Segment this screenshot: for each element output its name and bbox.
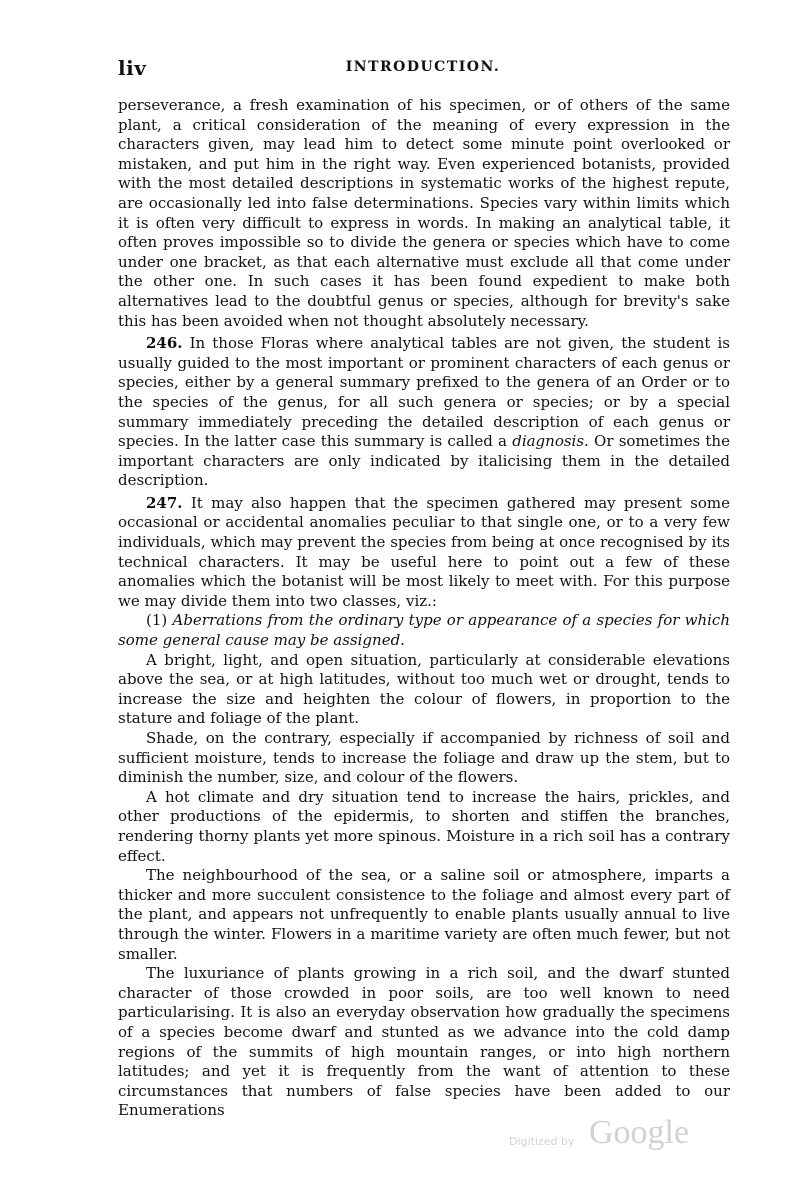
paragraph-246 xyxy=(118,334,730,491)
paragraph-text: The neighbourhood of the sea, or a saline soil or atmosphere, imparts a thicker and more succulent consistence to the foliage and almost every part of the plant, and appears not unfrequently to enable plants usually annual to live through the winter. Flowers in a maritime variety are often much fewer, but not smaller. xyxy=(118,866,730,963)
paragraph xyxy=(118,651,730,729)
paragraph-number: 246. xyxy=(146,334,183,353)
page-number: liv xyxy=(118,56,147,80)
paragraph-text: Or sometimes the important characters are only indicated by italicising them in the detailed description. xyxy=(118,432,730,490)
paragraph-text: A bright, light, and open situation, particularly at considerable elevations above the sea, or at high latitudes, without too much wet or drought, tends to increase the size and heighten the colour of flowers, in proportion to the stature and foliage of the plant. xyxy=(118,650,730,728)
paragraph xyxy=(118,866,730,964)
italic-term: diagnosis. xyxy=(512,432,589,451)
paragraph xyxy=(118,788,730,866)
body-text xyxy=(118,96,730,1121)
paragraph-text: The luxuriance of plants growing in a rich soil, and the dwarf stunted character of those crowded in poor soils, are too well known to need particularising. It is also an everyday observation how gradually the specimens of a species become dwarf and stunted as we advance into the cold damp regions of the summits of high mountain ranges, or into high northern latitudes; and yet it is frequently from the want of attention to these circumstances that numbers of false species have been added to our Enumerations xyxy=(118,964,730,1120)
digitized-watermark xyxy=(509,1114,709,1160)
google-logo: Google xyxy=(589,1114,690,1151)
paragraph-text: A hot climate and dry situation tend to increase the hairs, prickles, and other productions of the epidermis, to shorten and stiffen the branches, rendering thorny plants yet more spinous. Moisture in a rich soil has a contrary effect. xyxy=(118,787,730,865)
paragraph-text: perseverance, a fresh examination of his specimen, or of others of the same plant, a critical consideration of the meaning of every expression in the characters given, may lead him to detect some minute point overlooked or mistaken, and put him in the right way. Even experienced botanists, provided with the most detailed descriptions in systematic works of the highest repute, are occasionally led into false determinations. Species vary within limits which it is often very difficult to express in words. In making an analytical table, it often proves impossible so to divide the genera or species which have to come under one bracket, as that each alternative must exclude all that come under the other one. In such cases it has been found expedient to make both alternatives lead to the doubtful genus or species, although for brevity's sake this has been avoided when not thought absolutely necessary. xyxy=(118,96,730,330)
list-marker: (1) xyxy=(146,611,168,630)
paragraph-text: Shade, on the contrary, especially if accompanied by richness of soil and sufficient moisture, tends to increase the foliage and draw up the stem, but to diminish the number, size, and colour of the flowers. xyxy=(118,729,730,787)
paragraph-text: It may also happen that the specimen gathered may present some occasional or accidental anomalies peculiar to that single one, or to a very few individuals, which may prevent the species from being at once recognised by its technical characters. It may be useful here to point out a few of these anomalies which the botanist will be most likely to meet with. For this purpose we may divide them into two classes, viz.: xyxy=(118,493,730,610)
paragraph-continuation xyxy=(118,96,730,331)
paragraph-number: 247. xyxy=(146,493,183,512)
class-heading-text: Aberrations from the ordinary type or appearance of a species for which some general cause may be assigned. xyxy=(118,611,730,650)
paragraph-text: In those Floras where analytical tables are not given, the student is usually guided to the most important or prominent characters of each genus or species, either by a general summary prefixed to the genera of an Order or to the species of the genus, for all such genera or species; or by a special summary immediately preceding the detailed description of each genus or species. In the latter case this summary is called a xyxy=(118,334,730,451)
watermark-caption: Digitized by xyxy=(509,1135,575,1148)
paragraph xyxy=(118,964,730,1121)
paragraph-247 xyxy=(118,494,730,612)
running-head: INTRODUCTION. xyxy=(345,59,501,75)
class-heading-1 xyxy=(118,611,730,650)
paragraph xyxy=(118,729,730,788)
page-header xyxy=(118,56,728,82)
